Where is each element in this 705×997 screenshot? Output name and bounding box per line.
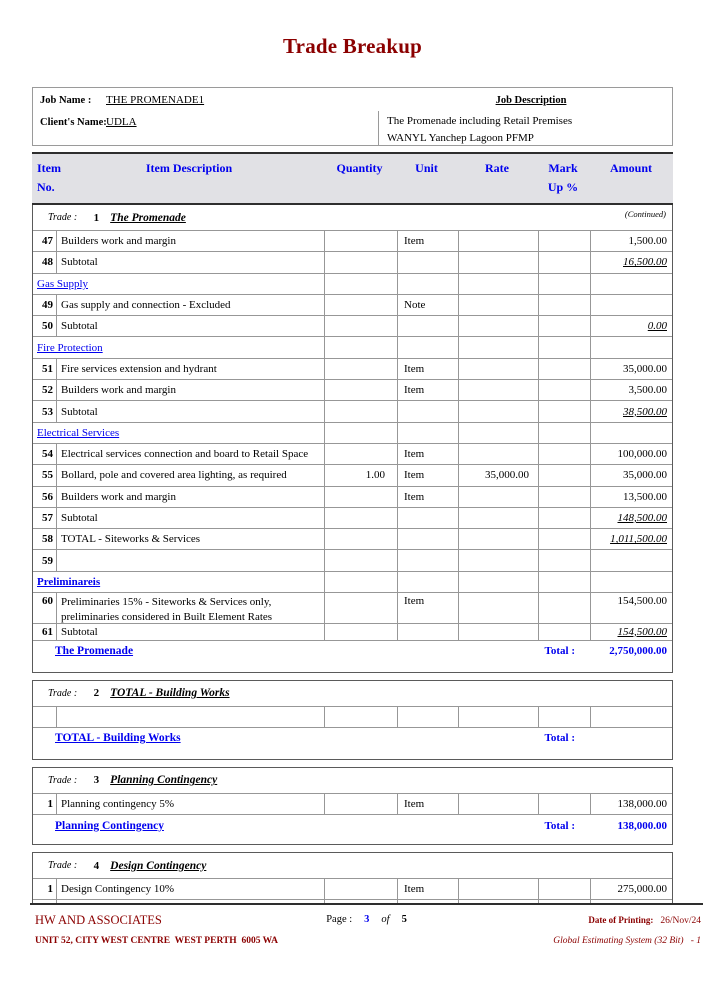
quantity-cell <box>324 593 397 623</box>
trade-total-name: The Promenade <box>55 645 134 658</box>
quantity-cell <box>324 879 397 899</box>
unit-cell: Item <box>397 487 458 507</box>
quantity-cell <box>324 624 397 640</box>
system-name: Global Estimating System (32 Bit) - 1 <box>553 936 701 946</box>
item-no-cell: 48 <box>42 256 53 269</box>
rate-cell <box>458 529 538 549</box>
item-row <box>33 443 672 464</box>
header-item: Item <box>37 161 61 175</box>
quantity-cell <box>324 444 397 464</box>
amount-value: 13,500.00 <box>623 490 667 503</box>
continued-note: (Continued) <box>624 209 666 219</box>
markup-cell <box>538 465 590 485</box>
description-text: Subtotal <box>61 320 98 333</box>
quantity-cell <box>324 794 397 814</box>
header-rate: Rate <box>485 161 509 175</box>
description-cell <box>56 359 324 379</box>
unit-cell <box>397 316 458 336</box>
description-text: TOTAL - Siteworks & Services <box>61 533 201 546</box>
description-text: Builders work and margin <box>61 490 176 503</box>
rate-cell <box>458 593 538 623</box>
total-amount: 138,000.00 <box>617 819 667 832</box>
column-header-description <box>55 154 323 203</box>
description-cell <box>56 624 324 640</box>
amount-cell <box>590 879 672 899</box>
trade-number: 4 <box>93 859 100 872</box>
amount-value: 1,500.00 <box>628 235 667 248</box>
rate-cell <box>458 359 538 379</box>
trade-label: Trade : <box>48 774 78 786</box>
unit-cell <box>397 337 458 357</box>
quantity-cell <box>324 572 397 592</box>
item-no-cell: 47 <box>42 235 53 248</box>
amount-cell <box>590 252 672 272</box>
description-text: Builders work and margin <box>61 235 176 248</box>
markup-cell <box>538 624 590 640</box>
rate-cell <box>458 401 538 421</box>
amount-cell <box>590 359 672 379</box>
markup-cell <box>538 794 590 814</box>
unit-cell: Item <box>397 794 458 814</box>
rate-cell <box>458 624 538 640</box>
rate-cell <box>458 231 538 251</box>
rate-cell <box>458 879 538 899</box>
description-cell <box>56 508 324 528</box>
rate-cell <box>458 487 538 507</box>
item-row <box>33 549 672 570</box>
description-cell <box>33 572 324 592</box>
unit-cell: Item <box>397 359 458 379</box>
description-cell <box>56 550 324 570</box>
unit-cell: Item <box>397 380 458 400</box>
rate-cell <box>458 316 538 336</box>
amount-cell <box>590 794 672 814</box>
amount-value: 275,000.00 <box>617 883 667 896</box>
description-cell <box>56 465 324 485</box>
trade-table <box>32 152 673 904</box>
unit-cell <box>397 550 458 570</box>
item-no-cell: 55 <box>42 469 53 482</box>
markup-cell <box>538 487 590 507</box>
description-cell <box>56 401 324 421</box>
amount-cell <box>590 550 672 570</box>
column-header-amount <box>589 154 673 203</box>
description-text: Subtotal <box>61 625 98 638</box>
trade-heading-row <box>33 768 672 793</box>
section-heading-link: Preliminareis <box>37 575 101 588</box>
trade-heading-row <box>33 853 672 878</box>
item-row <box>33 592 672 623</box>
description-cell <box>56 316 324 336</box>
page-label: Page : <box>326 914 353 925</box>
markup-cell <box>538 359 590 379</box>
column-header-quantity <box>323 154 396 203</box>
trade-label: Trade : <box>48 687 78 699</box>
description-cell <box>56 794 324 814</box>
description-cell <box>33 337 324 357</box>
unit-cell: Item <box>397 465 458 485</box>
sections <box>32 205 673 904</box>
description-text: Planning contingency 5% <box>61 797 175 810</box>
description-text: Gas supply and connection - Excluded <box>61 299 231 312</box>
item-no-cell <box>33 707 56 727</box>
trade-name: Planning Contingency <box>110 774 218 787</box>
quantity-cell <box>324 231 397 251</box>
item-no-cell: 51 <box>42 362 53 375</box>
footer-rule <box>30 903 703 905</box>
amount-value: 148,500.00 <box>617 512 667 524</box>
trade-name: The Promenade <box>110 211 186 224</box>
item-row <box>33 251 672 272</box>
total-label: Total : <box>544 732 575 745</box>
item-no-cell: 1 <box>47 883 53 896</box>
section-heading-row <box>33 336 672 357</box>
amount-value: 138,000.00 <box>617 797 667 810</box>
trade-number: 3 <box>93 774 100 787</box>
quantity-cell <box>324 274 397 294</box>
trade-number: 1 <box>93 211 100 224</box>
trade-total-name: Planning Contingency <box>55 819 164 832</box>
description-text: Electrical services connection and board to Retail Space <box>61 448 309 461</box>
amount-value: 100,000.00 <box>617 448 667 461</box>
markup-cell <box>538 401 590 421</box>
markup-cell <box>538 550 590 570</box>
item-row <box>33 878 672 899</box>
amount-value: 154,500.00 <box>617 625 667 638</box>
item-no-cell: 59 <box>42 554 53 567</box>
quantity-cell <box>324 487 397 507</box>
quantity-cell <box>324 508 397 528</box>
page-total: 5 <box>401 914 407 925</box>
quantity-cell <box>324 337 397 357</box>
unit-cell <box>397 707 458 727</box>
description-line: preliminaries considered in Built Element Rates <box>61 610 273 623</box>
rate-cell <box>458 508 538 528</box>
job-description-line: WANYL Yanchep Lagoon PFMP <box>387 131 534 144</box>
section-heading-link: Gas Supply <box>37 277 89 290</box>
description-cell <box>56 529 324 549</box>
quantity-cell <box>324 707 397 727</box>
unit-cell <box>397 252 458 272</box>
description-text: Subtotal <box>61 512 98 524</box>
column-header-rate <box>457 154 537 203</box>
description-text: Bollard, pole and covered area lighting, as required <box>61 469 287 482</box>
trade-total-name: TOTAL - Building Works <box>55 732 181 745</box>
amount-cell <box>590 444 672 464</box>
description-text: Subtotal <box>61 405 98 418</box>
job-name-label: Job Name : <box>40 95 92 106</box>
date-of-printing-value: 26/Nov/24 <box>660 916 701 926</box>
amount-value: 35,000.00 <box>623 469 667 482</box>
unit-cell <box>397 572 458 592</box>
item-row <box>33 706 672 727</box>
trade-section <box>32 767 673 845</box>
trade-total-row <box>33 727 672 749</box>
item-no-cell: 54 <box>42 448 53 461</box>
item-no-cell: 49 <box>42 299 53 312</box>
item-row <box>33 464 672 485</box>
description-cell <box>33 423 324 443</box>
quantity-cell <box>324 295 397 315</box>
description-line: Preliminaries 15% - Siteworks & Services only, <box>61 596 272 609</box>
description-cell <box>56 444 324 464</box>
trade-heading-row <box>33 681 672 706</box>
amount-cell <box>590 487 672 507</box>
section-heading-row <box>33 571 672 592</box>
description-cell <box>56 487 324 507</box>
markup-cell <box>538 231 590 251</box>
amount-value: 0.00 <box>647 320 667 333</box>
markup-cell <box>538 252 590 272</box>
amount-cell <box>590 529 672 549</box>
rate-cell <box>458 380 538 400</box>
amount-cell <box>590 337 672 357</box>
trade-name: TOTAL - Building Works <box>110 687 230 700</box>
amount-cell <box>590 423 672 443</box>
description-lines <box>61 595 272 623</box>
item-row <box>33 528 672 549</box>
quantity-cell <box>324 529 397 549</box>
section-heading-link: Fire Protection <box>37 341 103 354</box>
quantity-cell <box>324 401 397 421</box>
amount-value: 16,500.00 <box>623 256 667 269</box>
quantity-cell: 1.00 <box>324 465 397 485</box>
unit-cell: Item <box>397 231 458 251</box>
job-info-box <box>32 87 673 146</box>
unit-cell <box>397 529 458 549</box>
job-description-line: The Promenade including Retail Premises <box>387 115 573 127</box>
unit-cell <box>397 508 458 528</box>
trade-total-row <box>33 640 672 662</box>
item-no-cell: 52 <box>42 384 53 397</box>
client-name-value: UDLA <box>106 116 137 128</box>
column-header-unit <box>396 154 457 203</box>
unit-cell <box>397 423 458 443</box>
client-name-label: Client's Name: <box>40 117 107 128</box>
trade-number: 2 <box>93 687 100 700</box>
markup-cell <box>538 295 590 315</box>
markup-cell <box>538 274 590 294</box>
amount-cell <box>590 231 672 251</box>
date-of-printing <box>588 915 701 926</box>
amount-cell <box>590 593 672 623</box>
total-label: Total : <box>544 645 575 658</box>
rate-cell <box>458 550 538 570</box>
amount-cell <box>590 274 672 294</box>
company-name: HW AND ASSOCIATES <box>35 913 162 927</box>
amount-cell <box>590 465 672 485</box>
markup-cell <box>538 508 590 528</box>
rate-cell: 35,000.00 <box>458 465 538 485</box>
item-no-cell: 53 <box>42 405 53 418</box>
markup-cell <box>538 337 590 357</box>
description-cell <box>56 380 324 400</box>
description-text: Fire services extension and hydrant <box>61 362 217 375</box>
rate-cell <box>458 295 538 315</box>
amount-cell <box>590 401 672 421</box>
quantity-cell <box>324 359 397 379</box>
markup-cell <box>538 707 590 727</box>
item-no-cell: 50 <box>42 320 53 333</box>
trade-label: Trade : <box>48 860 78 872</box>
total-amount: 2,750,000.00 <box>609 645 667 658</box>
section-heading-row <box>33 422 672 443</box>
description-cell <box>56 707 324 727</box>
item-row <box>33 358 672 379</box>
rate-cell <box>458 707 538 727</box>
rate-cell <box>458 337 538 357</box>
item-row <box>33 623 672 640</box>
item-row <box>33 230 672 251</box>
unit-cell: Item <box>397 444 458 464</box>
section-heading-link: Electrical Services <box>37 426 120 439</box>
item-row <box>33 400 672 421</box>
description-cell <box>56 879 324 899</box>
amount-value: 35,000.00 <box>623 362 667 375</box>
unit-cell <box>397 624 458 640</box>
description-cell <box>56 295 324 315</box>
amount-value: 1,011,500.00 <box>610 533 667 546</box>
item-no-cell: 57 <box>42 512 53 524</box>
item-row <box>33 379 672 400</box>
amount-cell <box>590 295 672 315</box>
amount-value: 154,500.00 <box>617 595 667 608</box>
rate-cell <box>458 274 538 294</box>
trade-label: Trade : <box>48 212 78 223</box>
amount-cell <box>590 508 672 528</box>
amount-cell <box>590 624 672 640</box>
header-quantity: Quantity <box>336 161 383 175</box>
header-unit: Unit <box>415 161 438 175</box>
rate-cell <box>458 252 538 272</box>
item-no-cell: 61 <box>42 625 53 638</box>
markup-cell <box>538 572 590 592</box>
description-cell <box>56 593 324 623</box>
report-title: Trade Breakup <box>283 34 422 58</box>
amount-value: 3,500.00 <box>628 384 667 397</box>
unit-cell: Item <box>397 593 458 623</box>
date-of-printing-label: Date of Printing: <box>588 915 654 925</box>
trade-name: Design Contingency <box>110 859 207 872</box>
rate-cell <box>458 444 538 464</box>
quantity-cell <box>324 423 397 443</box>
company-address: UNIT 52, CITY WEST CENTRE WEST PERTH 6005 WA <box>35 936 278 946</box>
item-row <box>33 793 672 814</box>
markup-cell <box>538 879 590 899</box>
item-row <box>33 507 672 528</box>
quantity-cell <box>324 316 397 336</box>
total-label: Total : <box>544 819 575 832</box>
item-row <box>33 294 672 315</box>
trade-section <box>32 852 673 904</box>
unit-cell <box>397 401 458 421</box>
amount-cell <box>590 707 672 727</box>
item-row <box>33 486 672 507</box>
job-name-value: THE PROMENADE1 <box>106 94 205 106</box>
header-up-pct: Up % <box>547 180 579 194</box>
rate-cell <box>458 794 538 814</box>
page-number: 3 <box>364 914 370 925</box>
rate-cell <box>458 572 538 592</box>
item-row <box>33 315 672 336</box>
item-no-cell: 60 <box>42 595 53 608</box>
amount-value: 38,500.00 <box>623 405 667 418</box>
markup-cell <box>538 316 590 336</box>
amount-cell <box>590 316 672 336</box>
quantity-cell <box>324 252 397 272</box>
page-footer <box>30 903 703 949</box>
header-no: No. <box>37 180 55 194</box>
amount-cell <box>590 380 672 400</box>
description-text: Builders work and margin <box>61 384 176 397</box>
column-header-item-no <box>32 154 61 203</box>
section-heading-row <box>33 273 672 294</box>
item-no-cell: 56 <box>42 490 53 503</box>
quantity-cell <box>324 550 397 570</box>
trade-total-row <box>33 814 672 836</box>
trade-section <box>32 680 673 760</box>
item-no-cell: 1 <box>47 797 53 810</box>
markup-cell <box>538 593 590 623</box>
item-no-cell: 58 <box>42 533 53 546</box>
description-text: Subtotal <box>61 256 98 269</box>
header-description: Item Description <box>145 161 233 175</box>
rate-cell <box>458 423 538 443</box>
unit-cell: Item <box>397 879 458 899</box>
description-cell <box>33 274 324 294</box>
page-of-label: of <box>381 914 390 925</box>
markup-cell <box>538 380 590 400</box>
job-description-text <box>378 111 572 145</box>
markup-cell <box>538 444 590 464</box>
table-header-row <box>32 152 673 205</box>
amount-cell <box>590 572 672 592</box>
trade-section <box>32 205 673 673</box>
markup-cell <box>538 529 590 549</box>
description-cell <box>56 252 324 272</box>
unit-cell <box>397 274 458 294</box>
markup-cell <box>538 423 590 443</box>
column-header-markup <box>537 154 589 203</box>
job-description-label: Job Description <box>495 95 567 106</box>
description-cell <box>56 231 324 251</box>
header-amount: Amount <box>609 161 652 175</box>
header-mark: Mark <box>548 161 578 175</box>
unit-cell: Note <box>397 295 458 315</box>
description-text: Design Contingency 10% <box>61 883 175 896</box>
quantity-cell <box>324 380 397 400</box>
trade-heading-row <box>33 205 672 230</box>
